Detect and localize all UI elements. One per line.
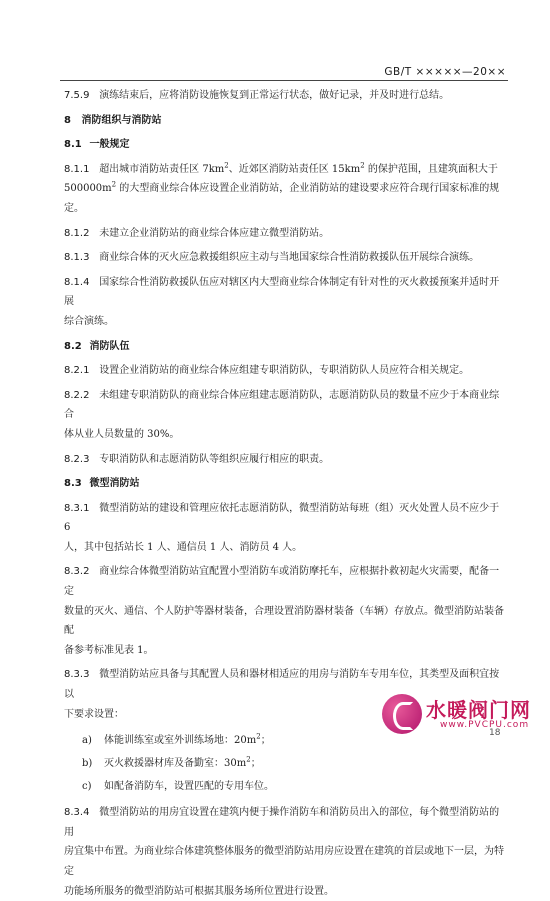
clause-8-3-4 bbox=[64, 803, 508, 901]
clause-7-5-9 bbox=[64, 86, 508, 106]
section-heading-8-2 bbox=[64, 337, 508, 357]
clause-number: 8.1.1 bbox=[64, 163, 90, 175]
heading-number: 8.1 bbox=[64, 139, 82, 151]
watermark-title: 水暖阀门网 bbox=[426, 698, 531, 722]
heading-number: 8 bbox=[64, 114, 71, 126]
clause-text-line: 房宜集中布置。为商业综合体建筑整体服务的微型消防站用房应设置在建筑的首层或地下一层，为特定 bbox=[64, 846, 504, 877]
page-number: 18 bbox=[489, 728, 501, 738]
heading-number: 8.2 bbox=[64, 340, 82, 352]
list-marker: b) bbox=[82, 758, 93, 770]
clause-number: 8.2.2 bbox=[64, 389, 90, 401]
superscript: 2 bbox=[246, 755, 251, 764]
clause-8-1-3 bbox=[64, 248, 508, 268]
clause-text-line: 商业综合体微型消防站宜配置小型消防车或消防摩托车，应根据扑救初起火灾需要，配备一定 bbox=[64, 566, 500, 598]
list-item-b bbox=[82, 752, 508, 775]
site-watermark bbox=[382, 694, 550, 738]
clause-text-line: 体从业人员数量的 30%。 bbox=[64, 428, 180, 440]
list-text: 灭火救援器材库及备勤室：30m bbox=[104, 758, 247, 770]
header-rule bbox=[60, 80, 508, 81]
clause-number: 8.1.4 bbox=[64, 276, 90, 288]
superscript: 2 bbox=[256, 732, 261, 741]
list-item-c bbox=[82, 775, 508, 798]
clause-text-line: 国家综合性消防救援队伍应对辖区内大型商业综合体制定有针对性的灭火救援预案并适时开展 bbox=[64, 276, 500, 308]
clause-text-line: 人，其中包括站长 1 人、通信员 1 人、消防员 4 人。 bbox=[64, 541, 303, 553]
clause-text-line: 功能场所服务的微型消防站可根据其服务场所位置进行设置。 bbox=[64, 885, 334, 897]
clause-8-3-1 bbox=[64, 499, 508, 558]
clause-text-line: 数量的灭火、通信、个人防护等器材装备，合理设置消防器材装备（车辆）存放点。微型消防站装备配 bbox=[64, 605, 504, 637]
clause-number: 8.3.3 bbox=[64, 669, 90, 681]
standard-code: GB/T ×××××—20×× bbox=[384, 66, 506, 78]
clause-number: 8.2.1 bbox=[64, 365, 90, 377]
chapter-heading-8 bbox=[64, 111, 508, 131]
list-text: 如配备消防车，设置匹配的专用车位。 bbox=[104, 781, 274, 793]
clause-text-line: 微型消防站应具备与其配置人员和器材相适应的用房与消防车专用车位，其类型及面积宜按以 bbox=[64, 669, 500, 701]
clause-text-part: 超出城市消防站责任区 7km bbox=[99, 163, 225, 175]
heading-title: 消防组织与消防站 bbox=[81, 114, 162, 126]
superscript: 2 bbox=[360, 161, 365, 170]
watermark-url: www.PVCPU.com bbox=[440, 720, 530, 730]
clause-text: 设置企业消防站的商业综合体应组建专职消防队，专职消防队人员应符合相关规定。 bbox=[99, 365, 470, 377]
watermark-logo-icon bbox=[382, 694, 422, 734]
list-marker: a) bbox=[82, 735, 92, 747]
clause-text-part: 、近郊区消防站责任区 15km bbox=[228, 163, 361, 175]
clause-8-2-1 bbox=[64, 361, 508, 381]
section-heading-8-1 bbox=[64, 135, 508, 155]
clause-text-line: 下要求设置： bbox=[64, 708, 124, 720]
clause-number: 8.2.3 bbox=[64, 453, 90, 465]
clause-text: 专职消防队和志愿消防队等组织应履行相应的职责。 bbox=[99, 453, 330, 465]
list-text: 体能训练室或室外训练场地：20m bbox=[104, 735, 257, 747]
clause-text-line: 微型消防站的建设和管理应依托志愿消防队，微型消防站每班（组）灭火处置人员不应少于 6 bbox=[64, 502, 500, 534]
section-heading-8-3 bbox=[64, 474, 508, 494]
clause-text: 演练结束后，应将消防设施恢复到正常运行状态，做好记录，并及时进行总结。 bbox=[99, 90, 450, 101]
clause-number: 7.5.9 bbox=[64, 90, 90, 101]
clause-8-1-4 bbox=[64, 273, 508, 332]
clause-number: 8.1.3 bbox=[64, 252, 90, 264]
clause-text-line: 微型消防站的用房宜设置在建筑内便于操作消防车和消防员出入的部位，每个微型消防站的用 bbox=[64, 807, 500, 838]
document-body bbox=[64, 86, 508, 901]
heading-title: 消防队伍 bbox=[89, 340, 130, 352]
heading-title: 微型消防站 bbox=[89, 478, 140, 490]
clause-text: 未建立企业消防站的商业综合体应建立微型消防站。 bbox=[99, 227, 330, 239]
clause-8-2-3 bbox=[64, 450, 508, 470]
clause-8-3-2 bbox=[64, 562, 508, 660]
heading-title: 一般规定 bbox=[89, 139, 130, 151]
clause-number: 8.1.2 bbox=[64, 227, 90, 239]
clause-8-1-2 bbox=[64, 224, 508, 244]
clause-8-2-2 bbox=[64, 386, 508, 445]
clause-text-part: 500000m bbox=[64, 183, 112, 195]
superscript: 2 bbox=[224, 161, 229, 170]
heading-number: 8.3 bbox=[64, 478, 82, 490]
list-marker: c) bbox=[82, 781, 92, 793]
list-text: ； bbox=[260, 735, 271, 747]
clause-text-part: 的大型商业综合体应设置企业消防站，企业消防站的建设要求应符合现行国家标准的规定。 bbox=[64, 183, 500, 214]
clause-text-part: 的保护范围，且建筑面积大于 bbox=[364, 163, 498, 175]
list-text: ； bbox=[250, 758, 261, 770]
clause-text-line: 未组建专职消防队的商业综合体应组建志愿消防队，志愿消防队员的数量不应少于本商业综合 bbox=[64, 389, 500, 421]
clause-8-1-1 bbox=[64, 160, 508, 219]
clause-number: 8.3.4 bbox=[64, 807, 90, 819]
clause-text-line: 综合演练。 bbox=[64, 315, 114, 327]
clause-number: 8.3.1 bbox=[64, 502, 90, 514]
clause-number: 8.3.2 bbox=[64, 566, 90, 578]
clause-text-line: 备参考标准见表 1。 bbox=[64, 644, 154, 656]
clause-text: 商业综合体的灭火应急救援组织应主动与当地国家综合性消防救援队伍开展综合演练。 bbox=[99, 252, 480, 264]
superscript: 2 bbox=[111, 181, 117, 190]
